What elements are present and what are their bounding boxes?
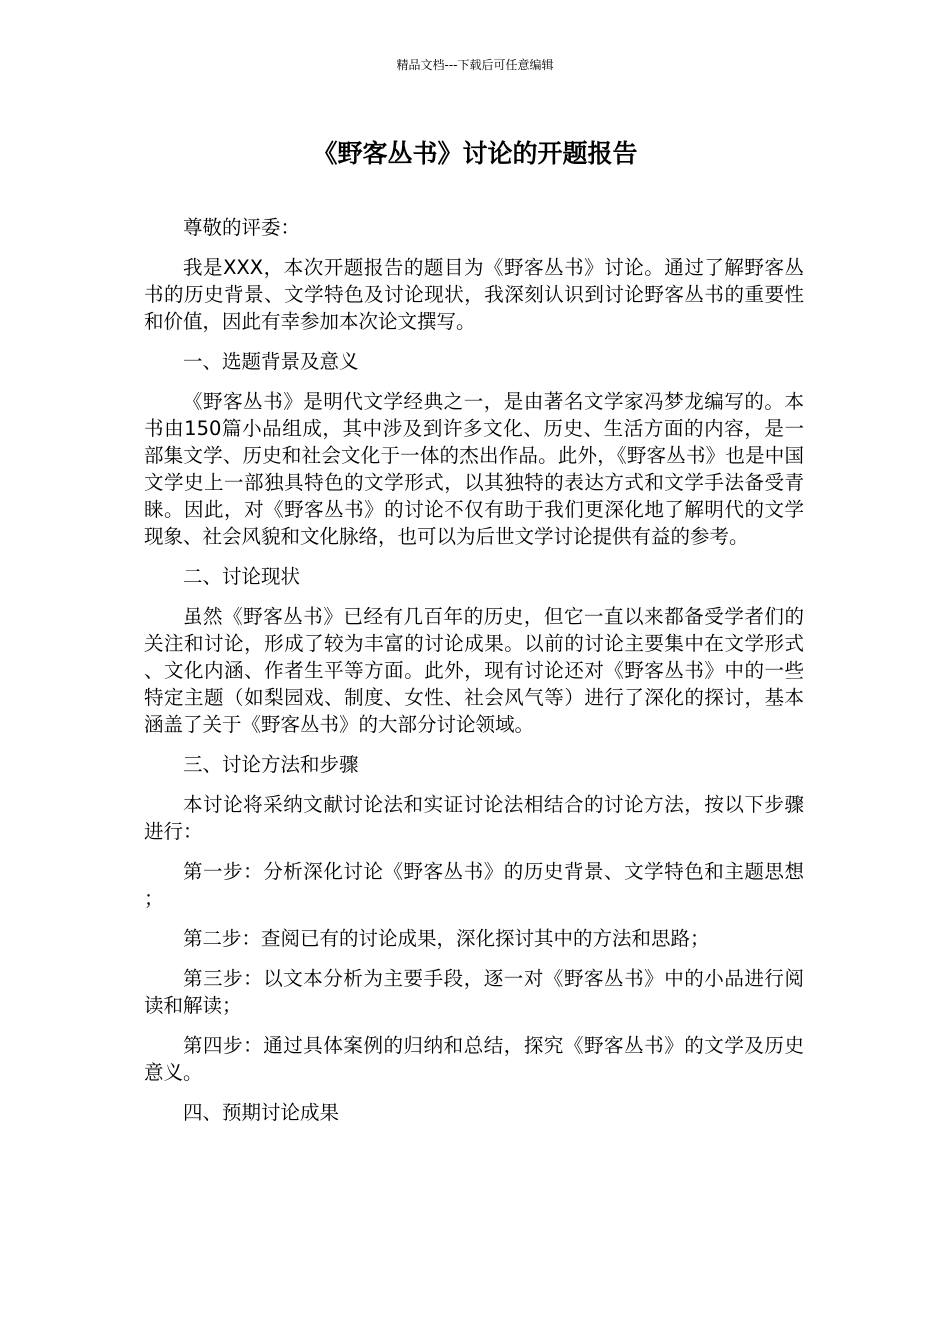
section-heading: 二、讨论现状 [183, 565, 301, 588]
intro-paragraph: 我是XXX，本次开题报告的题目为《野客丛书》讨论。通过了解野客丛书的历史背景、文学特色及讨论现状，我深刻认识到讨论野客丛书的重要性和价值，因此有幸参加本次论文撰写。 [144, 256, 804, 333]
body-paragraph: 本讨论将采纳文献讨论法和实证讨论法相结合的讨论方法，按以下步骤进行： [144, 793, 804, 843]
step-paragraph: 第四步：通过具体案例的归纳和总结，探究《野客丛书》的文学及历史意义。 [144, 1034, 804, 1084]
document-title: 《野客丛书》讨论的开题报告 [312, 139, 638, 168]
step-paragraph: 第一步：分析深化讨论《野客丛书》的历史背景、文学特色和主题思想； [144, 860, 804, 910]
step-paragraph: 第三步：以文本分析为主要手段，逐一对《野客丛书》中的小品进行阅读和解读； [144, 967, 804, 1017]
body-paragraph: 《野客丛书》是明代文学经典之一，是由著名文学家冯梦龙编写的。本书由150篇小品组成，其中涉及到许多文化、历史、生活方面的内容，是一部集文学、历史和社会文化于一体的杰出作品。此外，《野客丛书》也是中国文学史上一部独具特色的文学形式，以其独特的表达方式和文学手法备受青睐。因此，对《野客丛书》的讨论不仅有助于我们更深化地了解明代的文学现象、社会风貌和文化脉络，也可以为后世文学讨论提供有益的参考。 [144, 390, 804, 548]
document-body [144, 214, 804, 1139]
section-heading: 一、选题背景及意义 [183, 350, 359, 373]
step-paragraph: 第二步：查阅已有的讨论成果，深化探讨其中的方法和思路； [183, 927, 710, 950]
section-heading: 三、讨论方法和步骤 [183, 753, 359, 776]
salutation: 尊敬的评委： [183, 216, 301, 239]
section-heading: 四、预期讨论成果 [183, 1101, 340, 1124]
body-paragraph: 虽然《野客丛书》已经有几百年的历史，但它一直以来都备受学者们的关注和讨论，形成了较为丰富的讨论成果。以前的讨论主要集中在文学形式、文化内涵、作者生平等方面。此外，现有讨论还对《野客丛书》中的一些特定主题（如梨园戏、制度、女性、社会风气等）进行了深化的探讨，基本涵盖了关于《野客丛书》的大部分讨论领域。 [144, 605, 804, 736]
header-note: 精品文档---下载后可任意编辑 [396, 58, 554, 72]
